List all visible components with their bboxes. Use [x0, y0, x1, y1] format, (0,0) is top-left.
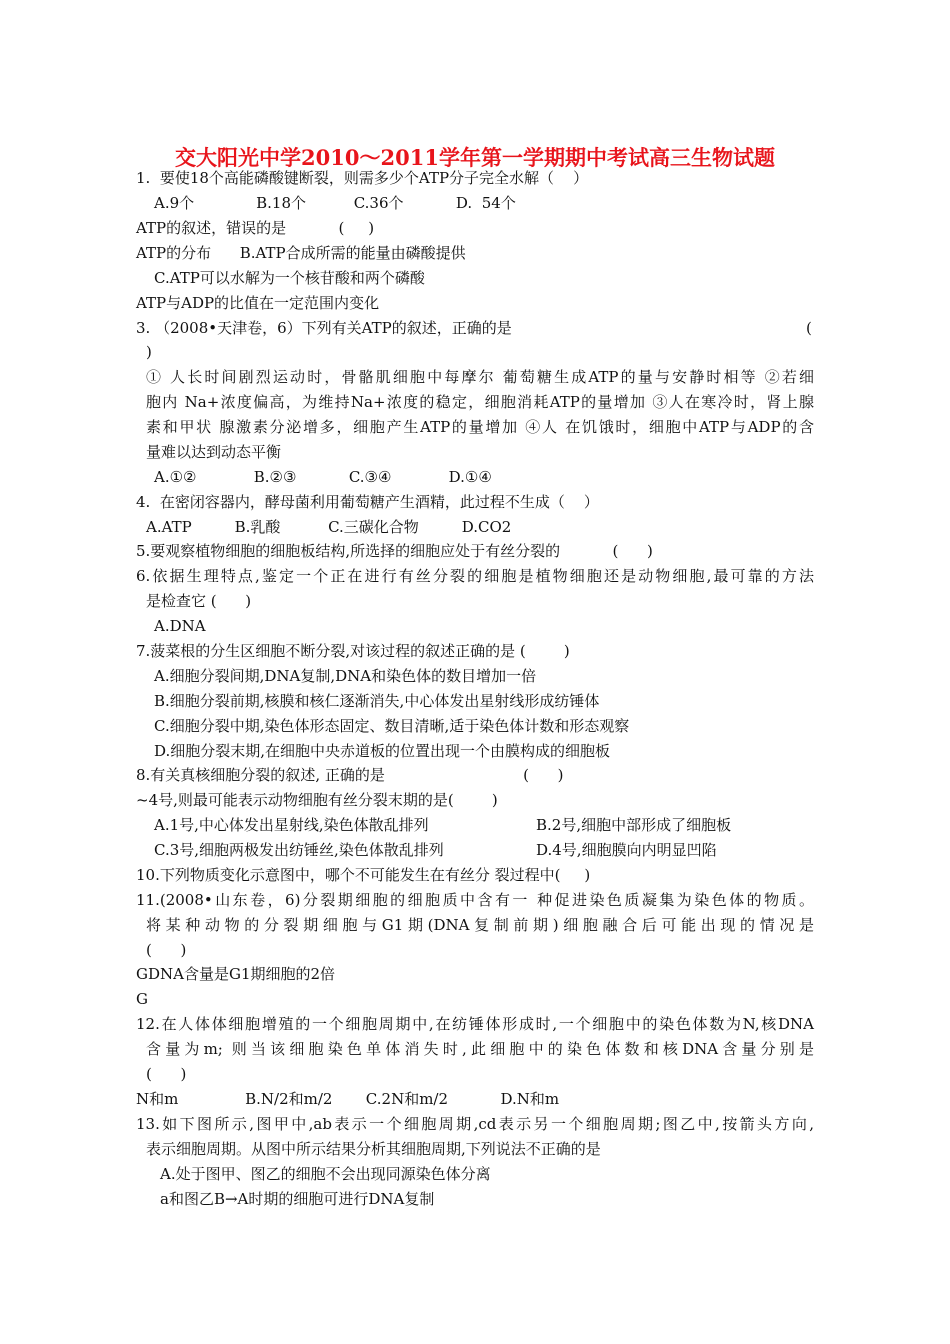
question-7-option-d: D.细胞分裂末期,在细胞中央赤道板的位置出现一个由膜构成的细胞板	[154, 742, 611, 760]
question-13-option-a: A.处于图甲、图乙的细胞不会出现同源染色体分离	[160, 1165, 491, 1183]
question-6-option-a: A.DNA	[154, 617, 206, 635]
question-9-option-d: D.4号,细胞膜向内明显凹陷	[536, 841, 717, 859]
question-9-stem: ~4号,则最可能表示动物细胞有丝分裂末期的是( )	[136, 791, 498, 809]
question-12-options: N和m B.N/2和m/2 C.2N和m/2 D.N和m	[136, 1090, 560, 1108]
question-7-option-a: A.细胞分裂间期,DNA复制,DNA和染色体的数目增加一倍	[154, 667, 537, 685]
question-11-stem-2: 将某种动物的分裂期细胞与G1期(DNA复制前期)细胞融合后可能出现的情况是	[146, 916, 814, 934]
question-8-stem: 8.有关真核细胞分裂的叙述, 正确的是 ( )	[136, 766, 564, 784]
question-2-option-c: C.ATP可以水解为一个核苷酸和两个磷酸	[154, 269, 425, 287]
question-1-options: A.9个 B.18个 C.36个 D. 54个	[154, 194, 516, 212]
question-12-stem-1: 12.在人体体细胞增殖的一个细胞周期中,在纺锤体形成时,一个细胞中的染色体数为N,核DNA	[136, 1015, 814, 1033]
question-11-stem-1: 11.(2008•山东卷，6)分裂期细胞的细胞质中含有一 种促进染色质凝集为染色体的物质。	[136, 891, 814, 909]
question-1-stem: 1. 要使18个高能磷酸键断裂，则需多少个ATP分子完全水解（ ）	[136, 169, 589, 187]
question-11-fragment-1: GDNA含量是G1期细胞的2倍	[136, 965, 336, 983]
question-6-stem-2: 是检查它 ( )	[146, 592, 252, 610]
question-2-option-d: ATP与ADP的比值在一定范围内变化	[136, 294, 380, 312]
question-3-statements-2: 胞内 Na+浓度偏高，为维持Na+浓度的稳定，细胞消耗ATP的量增加 ③人在寒冷时，肾上腺	[146, 393, 814, 411]
question-3-paren-close: )	[146, 343, 152, 361]
question-6-stem-1: 6.依据生理特点,鉴定一个正在进行有丝分裂的细胞是植物细胞还是动物细胞,最可靠的方法	[136, 567, 814, 585]
page-title: 交大阳光中学2010～2011学年第一学期期中考试高三生物试题	[175, 145, 775, 170]
question-9-option-a: A.1号,中心体发出星射线,染色体散乱排列	[154, 816, 429, 834]
question-11-paren: ( )	[146, 941, 187, 959]
question-7-option-b: B.细胞分裂前期,核膜和核仁逐渐消失,中心体发出星射线形成纺锤体	[154, 692, 600, 710]
question-3-paren-open: (	[806, 319, 812, 337]
question-2-stem: ATP的叙述，错误的是 ( )	[136, 219, 375, 237]
question-3-statements-4: 量难以达到动态平衡	[146, 443, 282, 461]
question-7-stem: 7.菠菜根的分生区细胞不断分裂,对该过程的叙述正确的是 ( )	[136, 642, 570, 660]
question-3-stem: 3. （2008•天津卷，6）下列有关ATP的叙述，正确的是	[136, 319, 512, 337]
question-12-paren: ( )	[146, 1065, 187, 1083]
question-2-options-ab: ATP的分布 B.ATP合成所需的能量由磷酸提供	[136, 244, 466, 262]
question-10-stem: 10.下列物质变化示意图中，哪个不可能发生在有丝分 裂过程中( )	[136, 866, 591, 884]
question-3-statements-1: ① 人长时间剧烈运动时，骨骼肌细胞中每摩尔 葡萄糖生成ATP的量与安静时相等 ②若细	[146, 368, 814, 386]
question-13-option-b-fragment: a和图乙B→A时期的细胞可进行DNA复制	[160, 1190, 435, 1208]
question-9-option-c: C.3号,细胞两极发出纺锤丝,染色体散乱排列	[154, 841, 444, 859]
question-9-option-b: B.2号,细胞中部形成了细胞板	[536, 816, 732, 834]
question-12-stem-2: 含量为m; 则当该细胞染色单体消失时,此细胞中的染色体数和核DNA含量分别是	[146, 1040, 814, 1058]
question-4-stem: 4. 在密闭容器内，酵母菌利用葡萄糖产生酒精，此过程不生成（ ）	[136, 493, 599, 511]
question-4-options: A.ATP B.乳酸 C.三碳化合物 D.CO2	[146, 518, 512, 536]
question-3-options: A.①② B.②③ C.③④ D.①④	[154, 468, 492, 486]
question-5-stem: 5.要观察植物细胞的细胞板结构,所选择的细胞应处于有丝分裂的 ( )	[136, 542, 653, 560]
question-11-fragment-2: G	[136, 990, 148, 1008]
question-13-stem-1: 13.如下图所示,图甲中,ab表示一个细胞周期,cd表示另一个细胞周期;图乙中,按箭头方向,	[136, 1115, 814, 1133]
question-3-statements-3: 素和甲状 腺激素分泌增多，细胞产生ATP的量增加 ④人 在饥饿时，细胞中ATP与ADP的含	[146, 418, 814, 436]
question-7-option-c: C.细胞分裂中期,染色体形态固定、数目清晰,适于染色体计数和形态观察	[154, 717, 630, 735]
question-13-stem-2: 表示细胞周期。从图中所示结果分析其细胞周期,下列说法不正确的是	[146, 1140, 601, 1158]
